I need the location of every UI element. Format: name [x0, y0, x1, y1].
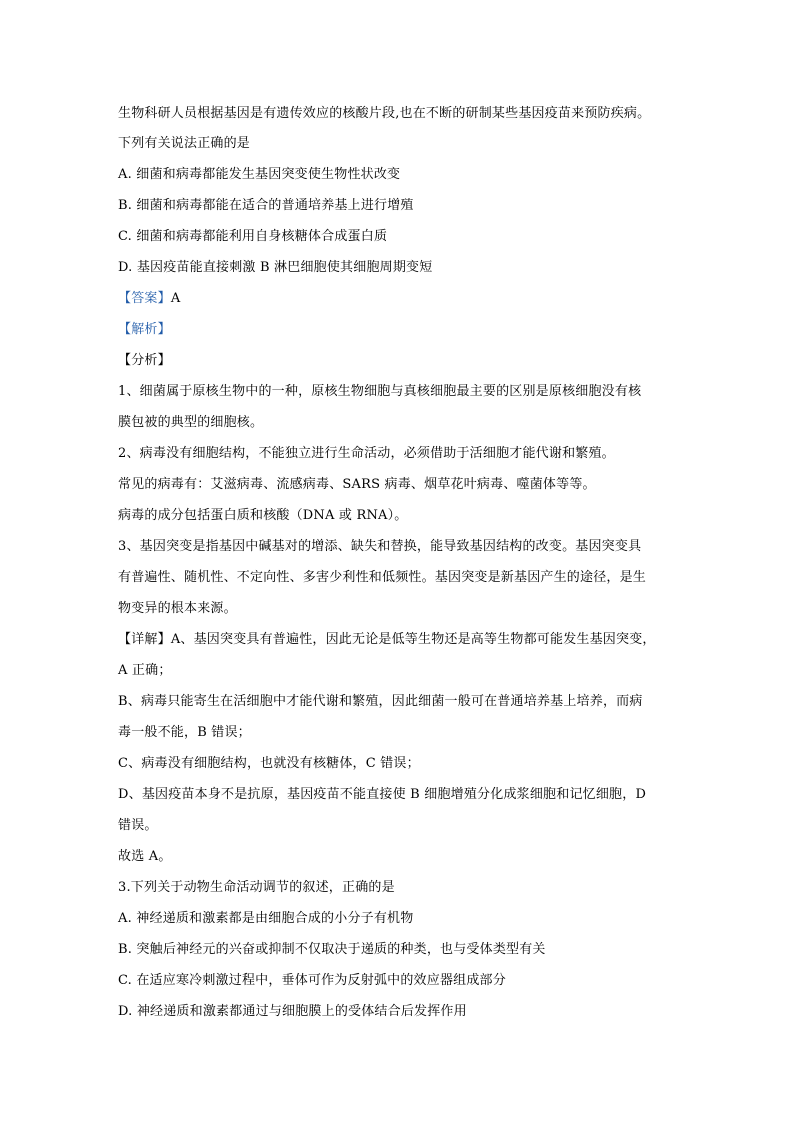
fenxi-line-3: 2、病毒没有细胞结构，不能独立进行生命活动，必须借助于活细胞才能代谢和繁殖。 — [118, 446, 615, 461]
question-2-option-c: C. 细菌和病毒都能利用自身核糖体合成蛋白质 — [118, 229, 388, 244]
answer-tag: 【答案】 — [118, 291, 171, 306]
detail-line-6: D、基因疫苗本身不是抗原，基因疫苗不能直接使 B 细胞增殖分化成浆细胞和记忆细胞，D — [118, 787, 647, 802]
question-3-option-c: C. 在适应寒冷刺激过程中，垂体可作为反射弧中的效应器组成部分 — [118, 973, 506, 988]
detail-line-5: C、病毒没有细胞结构，也就没有核糖体，C 错误； — [118, 756, 420, 771]
fenxi-line-1: 1、细菌属于原核生物中的一种，原核生物细胞与真核细胞最主要的区别是原核细胞没有核 — [118, 384, 642, 399]
analysis-tag: 【解析】 — [118, 322, 171, 337]
fenxi-line-2: 膜包被的典型的细胞核。 — [118, 415, 264, 430]
question-3-option-b: B. 突触后神经元的兴奋或抑制不仅取决于递质的种类，也与受体类型有关 — [118, 942, 546, 957]
detail-conclusion: 故选 A。 — [118, 849, 172, 864]
fenxi-line-8: 物变异的根本来源。 — [118, 601, 237, 616]
question-2-stem-line-1: 生物科研人员根据基因是有遗传效应的核酸片段,也在不断的研制某些基因疫苗来预防疾病。 — [118, 106, 651, 121]
detail-line-4: 毒一般不能，B 错误； — [118, 725, 251, 740]
fenxi-label: 【分析】 — [118, 353, 171, 368]
question-3-stem: 3.下列关于动物生命活动调节的叙述，正确的是 — [118, 880, 395, 895]
fenxi-line-7: 有普遍性、随机性、不定向性、多害少利性和低频性。基因突变是新基因产生的途径，是生 — [118, 570, 647, 585]
answer-value: A — [170, 291, 181, 306]
detail-line-1 — [118, 632, 656, 648]
detail-line-7: 错误。 — [118, 818, 158, 833]
fenxi-line-5: 病毒的成分包括蛋白质和核酸（DNA 或 RNA）。 — [118, 508, 408, 523]
question-2-option-d: D. 基因疫苗能直接刺激 B 淋巴细胞使其细胞周期变短 — [118, 260, 433, 275]
question-3-option-d: D. 神经递质和激素都通过与细胞膜上的受体结合后发挥作用 — [118, 1004, 467, 1019]
fenxi-line-4: 常见的病毒有：艾滋病毒、流感病毒、SARS 病毒、烟草花叶病毒、噬菌体等等。 — [118, 477, 596, 492]
detail-line-3: B、病毒只能寄生在活细胞中才能代谢和繁殖，因此细菌一般可在普通培养基上培养，而病 — [118, 694, 643, 709]
detail-line-2: A 正确； — [118, 663, 172, 678]
fenxi-line-6: 3、基因突变是指基因中碱基对的增添、缺失和替换，能导致基因结构的改变。基因突变具 — [118, 539, 642, 554]
question-2-option-a: A. 细菌和病毒都能发生基因突变使生物性状改变 — [118, 167, 401, 182]
question-2-option-b: B. 细菌和病毒都能在适合的普通培养基上进行增殖 — [118, 198, 414, 213]
question-3-option-a: A. 神经递质和激素都是由细胞合成的小分子有机物 — [118, 911, 414, 926]
question-2-stem-line-2: 下列有关说法正确的是 — [118, 136, 251, 151]
answer-line — [118, 291, 180, 307]
detail-label: 【详解】 — [118, 632, 171, 647]
detail-first-text: A、基因突变具有普遍性，因此无论是低等生物还是高等生物都可能发生基因突变， — [170, 632, 656, 647]
